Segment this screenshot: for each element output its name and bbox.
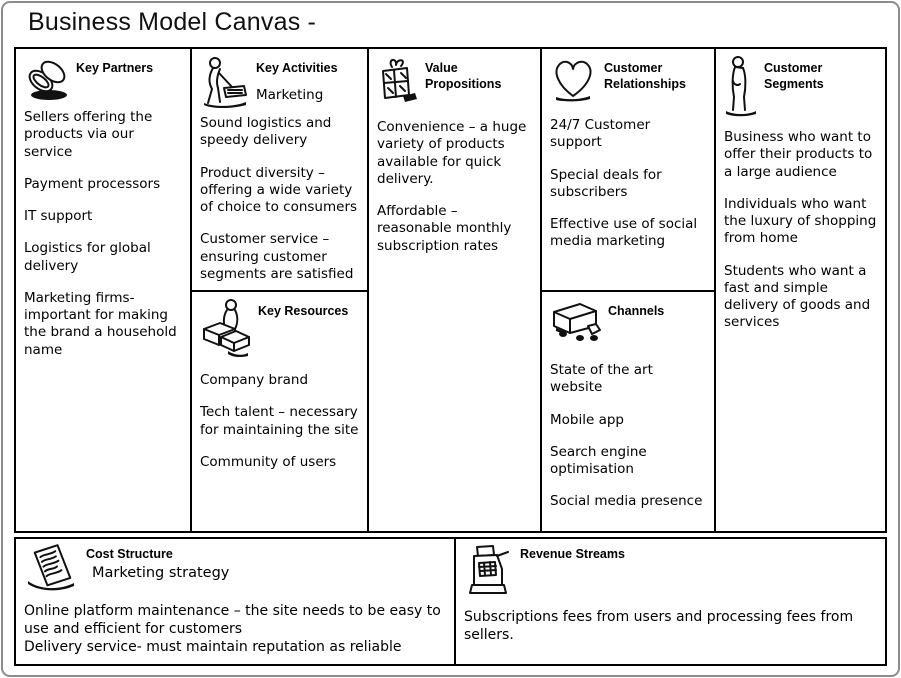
- section-key-partners: [16, 49, 190, 531]
- section-item: Social media presence: [550, 493, 703, 510]
- section-item: Students who want a fast and simple delivery of goods and services: [724, 262, 871, 331]
- section-item: Mobile app: [550, 411, 624, 428]
- section-item: Subscriptions fees from users and processing fees from sellers.: [464, 609, 854, 643]
- section-item: Tech talent – necessary for maintaining the site: [200, 404, 359, 438]
- canvas-bottom-grid: [14, 537, 887, 666]
- section-title: Customer Relationships: [604, 61, 686, 91]
- section-item: Logistics for global delivery: [24, 240, 151, 274]
- cash-register-icon: [464, 543, 514, 599]
- section-title: Key Partners: [76, 61, 154, 75]
- section-item: Convenience – a huge variety of products available for quick delivery.: [377, 119, 527, 187]
- section-item: Individuals who want the luxury of shopping from home: [724, 195, 877, 247]
- section-title: Cost Structure: [86, 547, 173, 561]
- section-item: Effective use of social media marketing: [550, 216, 698, 250]
- section-header: [200, 298, 359, 358]
- section-item: Delivery service- must maintain reputation as reliable: [24, 638, 402, 655]
- worker-icon: [200, 55, 250, 109]
- section-item: Customer service – ensuring customer segments are satisfied: [200, 231, 354, 282]
- section-item: Payment processors: [24, 175, 161, 192]
- section-cost-structure: [16, 539, 454, 664]
- section-item: Marketing firms- important for making the brand a household name: [24, 289, 177, 358]
- section-item: State of the art website: [550, 362, 653, 396]
- section-header: [464, 543, 875, 599]
- section-item: Marketing strategy: [92, 564, 230, 581]
- section-channels: [542, 290, 714, 531]
- section-item: Community of users: [200, 453, 337, 470]
- section-item: Marketing: [256, 86, 324, 103]
- section-title: Revenue Streams: [520, 547, 625, 561]
- section-item: Special deals for subscribers: [550, 166, 662, 200]
- section-item: Sellers offering the products via our service: [24, 109, 153, 160]
- section-title: Customer Segments: [764, 61, 824, 91]
- section-item: IT support: [24, 208, 93, 225]
- section-title: Key Resources: [258, 304, 349, 318]
- section-item: Search engine optimisation: [550, 443, 647, 478]
- section-item: Company brand: [200, 372, 309, 388]
- section-title: Channels: [608, 304, 665, 318]
- page-title: Business Model Canvas -: [28, 8, 317, 36]
- section-customer-segments: [714, 49, 885, 531]
- section-key-activities: [192, 49, 367, 290]
- chain-links-icon: [24, 55, 70, 103]
- heart-icon: [550, 55, 598, 105]
- section-header: [724, 55, 877, 119]
- section-item: 24/7 Customer support: [550, 117, 651, 151]
- section-customer-relationships: [542, 49, 714, 290]
- section-title: Key Activities: [256, 61, 338, 75]
- canvas-grid: [14, 47, 887, 533]
- truck-icon: [550, 298, 602, 348]
- section-header: [377, 55, 532, 107]
- section-item: Sound logistics and speedy delivery: [200, 115, 332, 149]
- person-boxes-icon: [200, 298, 252, 358]
- section-item: Online platform maintenance – the site needs to be easy to use and efficient for customers: [24, 603, 441, 637]
- standing-person-icon: [724, 55, 758, 119]
- section-header: [24, 543, 444, 595]
- gift-icon: [377, 55, 419, 107]
- section-revenue-streams: [454, 539, 885, 664]
- section-header: [200, 55, 359, 109]
- section-item: Product diversity – offering a wide variety of choice to consumers: [200, 164, 358, 216]
- section-item: Affordable – reasonable monthly subscription rates: [377, 203, 512, 254]
- section-header: [24, 55, 182, 103]
- section-item: Business who want to offer their products to a large audience: [724, 129, 873, 180]
- section-title: Value Propositions: [425, 61, 502, 91]
- receipt-icon: [24, 543, 80, 595]
- section-header: [550, 55, 706, 105]
- section-header: [550, 298, 706, 348]
- section-key-resources: [192, 290, 367, 531]
- section-value-propositions: [367, 49, 540, 531]
